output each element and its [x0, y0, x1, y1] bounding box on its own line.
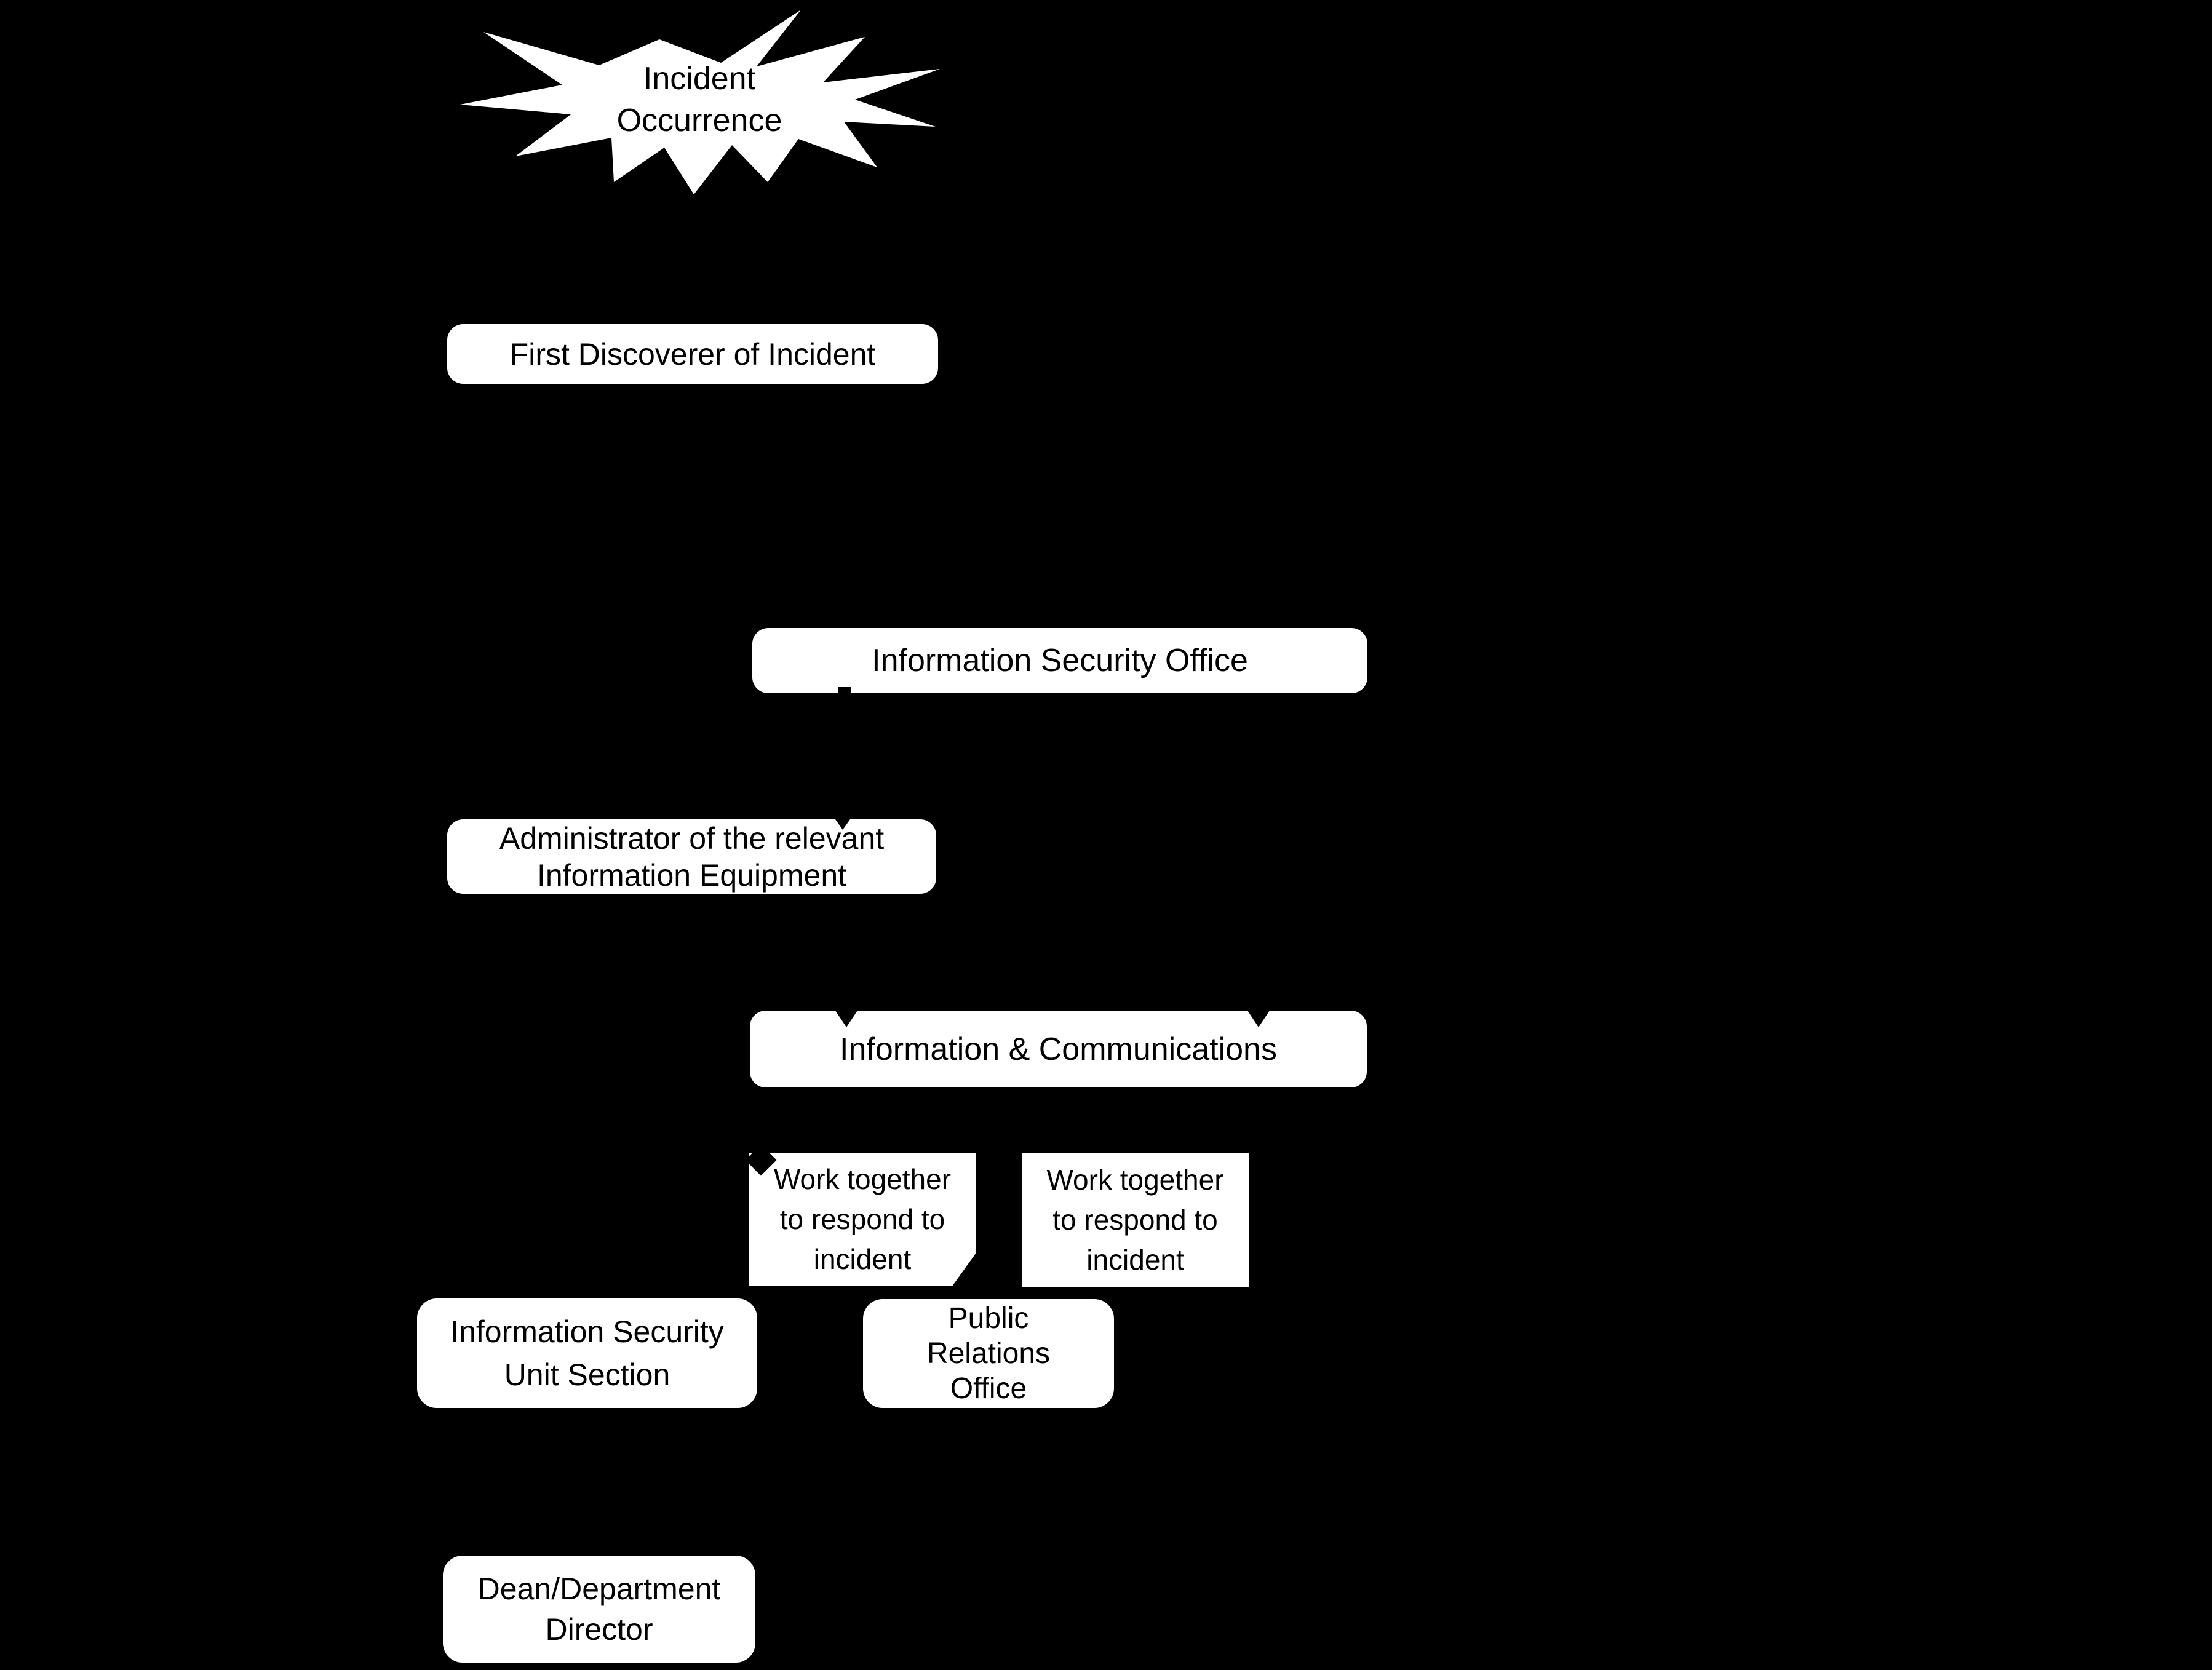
node-work-together-left	[749, 1153, 976, 1286]
node-work-together-right-label: Work together to respond to incident	[1046, 1164, 1224, 1276]
node-info-security-office	[752, 628, 1367, 693]
node-info-security-unit	[417, 1298, 757, 1408]
arrowhead-down-icon	[835, 1011, 857, 1027]
node-public-relations-label: Public Relations Office	[926, 1302, 1051, 1405]
node-public-relations	[863, 1299, 1114, 1408]
arrowhead-down-icon	[1247, 1011, 1270, 1027]
node-incident-occurrence-label: Incident Occurrence	[616, 61, 782, 138]
node-info-communications-label: Information & Communications	[840, 1031, 1277, 1067]
node-info-security-unit-label: Information Security Unit Section	[450, 1314, 724, 1392]
node-incident-occurrence	[456, 5, 942, 194]
connector-stub-icon	[838, 687, 851, 693]
node-info-security-office-label: Information Security Office	[872, 643, 1248, 678]
node-dean-label: Dean/Department Director	[477, 1572, 721, 1647]
node-administrator	[447, 819, 936, 894]
node-administrator-label: Administrator of the relevant Information Equipment	[499, 821, 885, 893]
node-work-together-right	[1022, 1153, 1249, 1287]
node-first-discoverer	[447, 324, 938, 384]
arrowhead-diagonal-icon	[952, 1254, 976, 1286]
node-dean	[443, 1556, 755, 1663]
node-work-together-left-label: Work together to respond to incident	[773, 1163, 952, 1275]
arrowhead-down-icon	[835, 819, 850, 830]
node-first-discoverer-label: First Discoverer of Incident	[509, 336, 876, 372]
